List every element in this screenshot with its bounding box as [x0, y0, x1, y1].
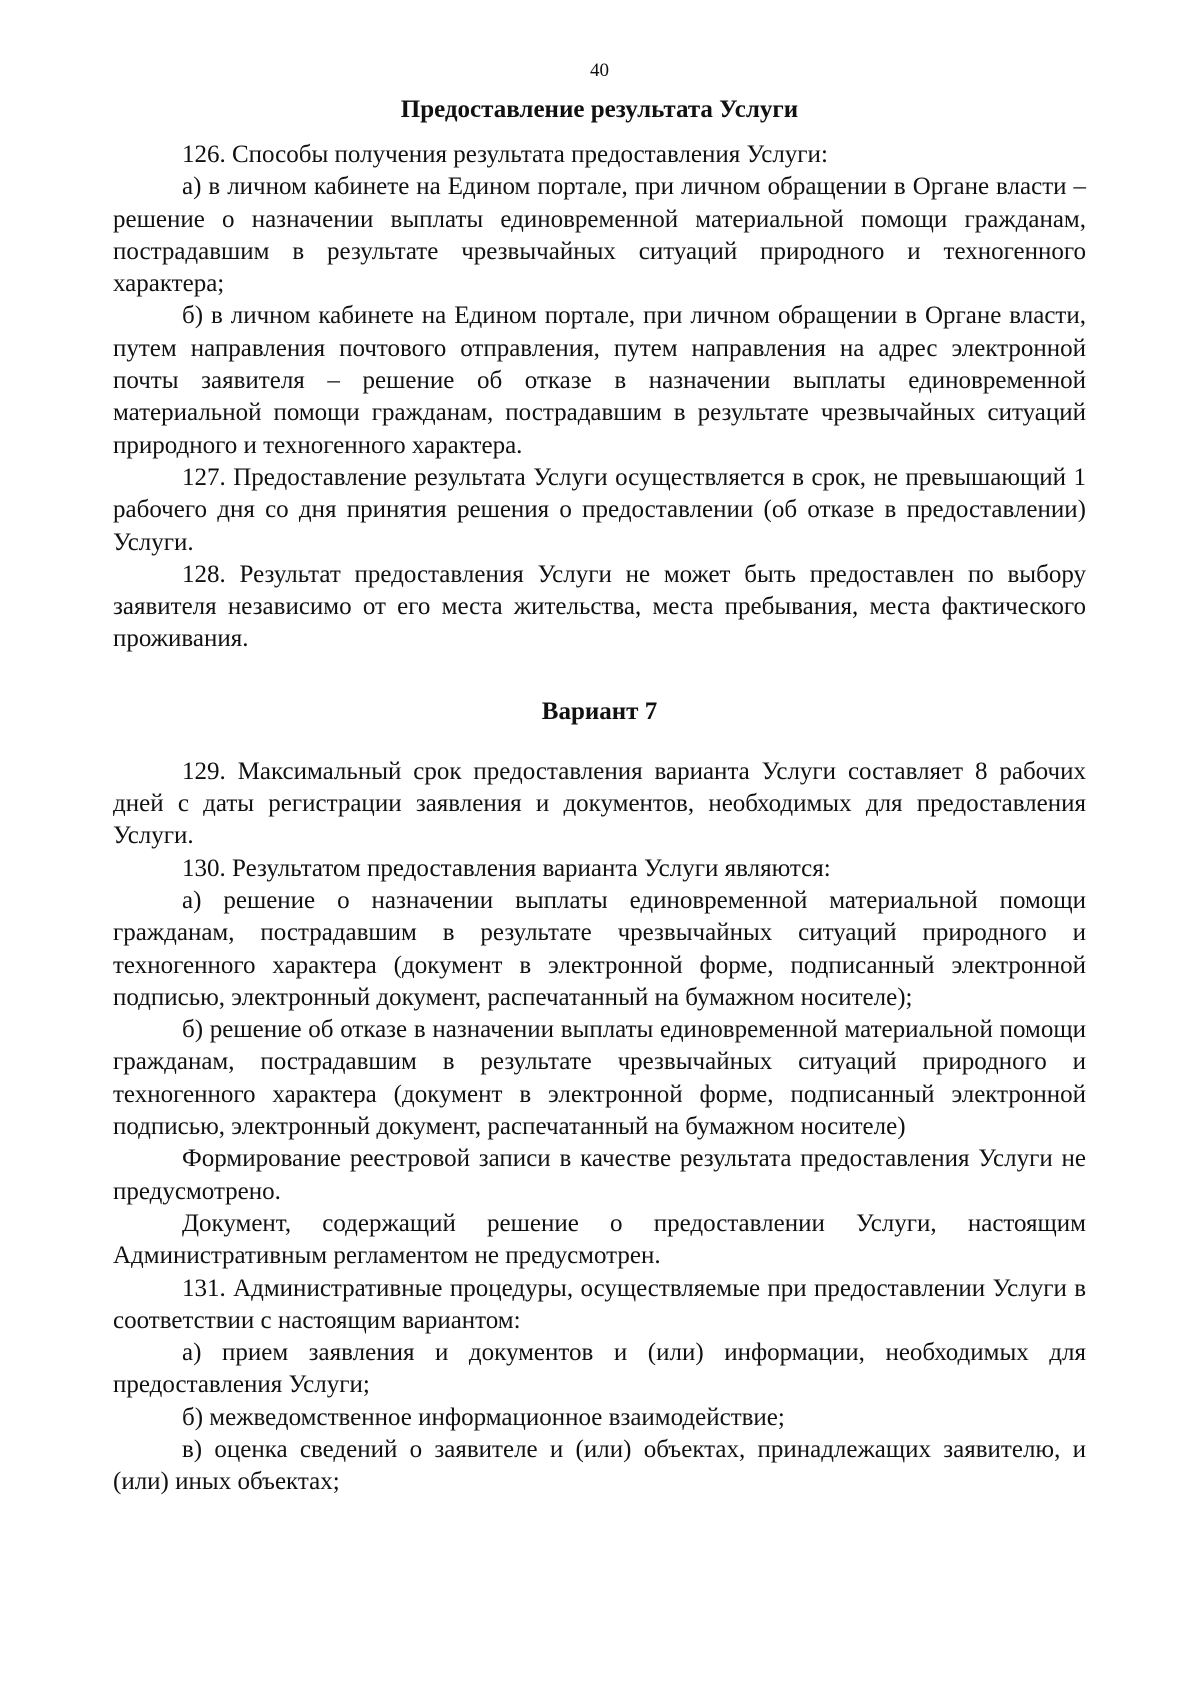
- paragraph-130: 130. Результатом предоставления варианта Услуги являются:: [182, 854, 831, 882]
- paragraph-decision-document: Документ, содержащий решение о предоставлении Услуги, настоящим Административным регламентом не предусмотрен.: [113, 1209, 1086, 1270]
- paragraph-131-b: б) межведомственное информационное взаимодействие;: [182, 1403, 785, 1431]
- document-page: [113, 56, 1086, 1499]
- paragraph-127: 127. Предоставление результата Услуги осуществляется в срок, не превышающий 1 рабочего дня со дня принятия решения о предоставлении (об отказе в предоставлении) Услуги.: [113, 463, 1086, 556]
- section-title-result: Предоставление результата Услуги: [400, 96, 799, 123]
- paragraph-registry-record: Формирование реестровой записи в качестве результата предоставления Услуги не предусмотрено.: [113, 1145, 1086, 1205]
- page-number: 40: [590, 60, 609, 81]
- paragraph-131-a: а) прием заявления и документов и (или) информации, необходимых для предоставления Услуги;: [113, 1339, 1086, 1399]
- paragraph-130-b: б) решение об отказе в назначении выплаты единовременной материальной помощи гражданам, пострадавшим в результате чрезвычайных ситуаций природного и техногенного характера (документ в электронной форме, подписанный электронной подписью, электронный документ, распечатанный на бумажном носителе): [113, 1016, 1086, 1141]
- paragraph-129: 129. Максимальный срок предоставления варианта Услуги составляет 8 рабочих дней с даты регистрации заявления и документов, необходимых для предоставления Услуги.: [113, 757, 1086, 850]
- paragraph-131: 131. Административные процедуры, осуществляемые при предоставлении Услуги в соответствии с настоящим вариантом:: [113, 1274, 1086, 1334]
- paragraph-126-a: а) в личном кабинете на Едином портале, при личном обращении в Органе власти – решение о назначении выплаты единовременной материальной помощи гражданам, пострадавшим в результате чрезвычайных ситуаций природного и техногенного характера;: [113, 173, 1086, 298]
- paragraph-131-c: в) оценка сведений о заявителе и (или) объектах, принадлежащих заявителю, и (или) иных объектах;: [113, 1435, 1086, 1496]
- paragraph-126-b: б) в личном кабинете на Едином портале, при личном обращении в Органе власти, путем направления почтового отправления, путем направления на адрес электронной почты заявителя – решение об отказе в назначении выплаты единовременной материальной помощи гражданам, пострадавшим в результате чрезвычайных ситуаций природного и техногенного характера.: [113, 302, 1086, 459]
- paragraph-130-a: а) решение о назначении выплаты единовременной материальной помощи гражданам, пострадавшим в результате чрезвычайных ситуаций природного и техногенного характера (документ в электронной форме, подписанный электронной подписью, электронный документ, распечатанный на бумажном носителе);: [113, 886, 1086, 1011]
- paragraph-126: 126. Способы получения результата предоставления Услуги:: [182, 141, 828, 168]
- section-title-variant-7: Вариант 7: [541, 697, 658, 725]
- paragraph-128: 128. Результат предоставления Услуги не может быть предоставлен по выбору заявителя независимо от его места жительства, места пребывания, места фактического проживания.: [113, 560, 1086, 653]
